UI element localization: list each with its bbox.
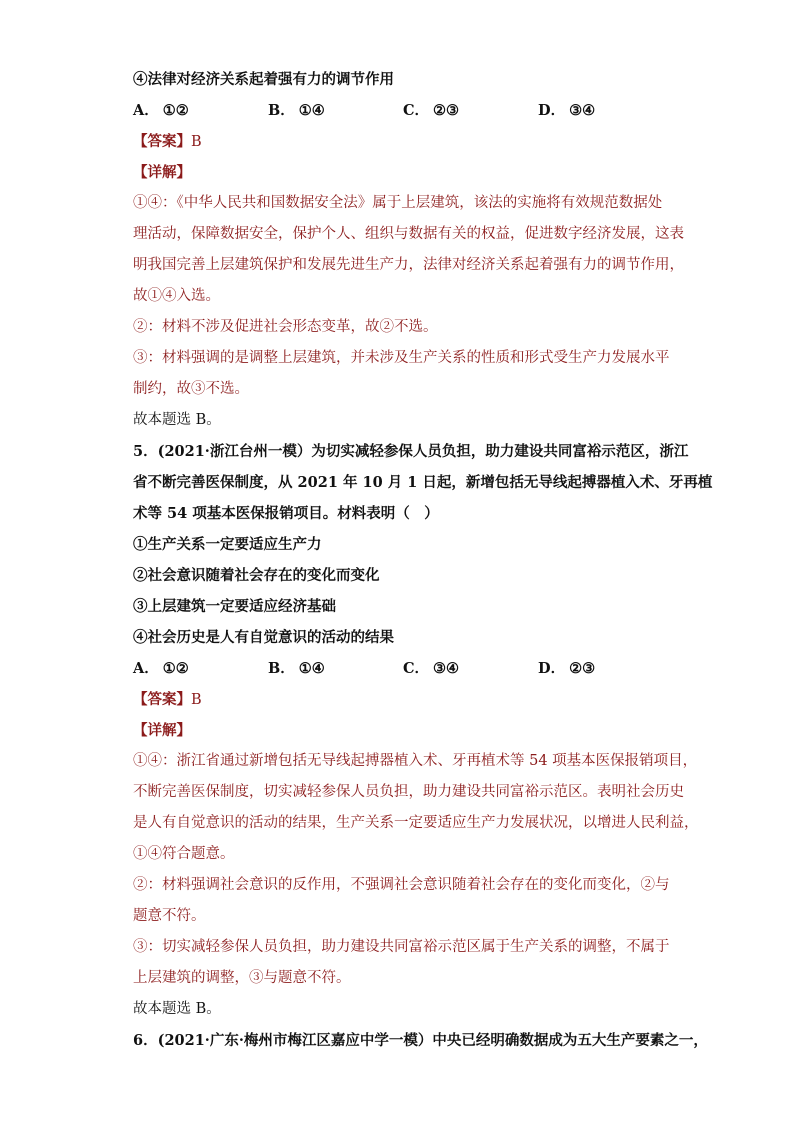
q5-option-b: B． ①④ — [268, 660, 325, 677]
q4-detail-line: 明我国完善上层建筑保护和发展先进生产力，法律对经济关系起着强有力的调节作用， — [133, 257, 684, 273]
q5-stem-line: 省不断完善医保制度，从 2021 年 10 月 1 日起，新增包括无导线起搏器植入术、牙再植 — [133, 474, 713, 491]
q5-answer: 【答案】B — [133, 691, 202, 708]
q4-item-4: ④法律对经济关系起着强有力的调节作用 — [133, 71, 394, 88]
q5-detail-line: 不断完善医保制度，切实减轻参保人员负担，助力建设共同富裕示范区。表明社会历史 — [133, 784, 684, 800]
q4-options — [133, 95, 673, 126]
q5-item-3: ③上层建筑一定要适应经济基础 — [133, 598, 336, 615]
q5-detail-line: ③：切实减轻参保人员负担，助力建设共同富裕示范区属于生产关系的调整，不属于 — [133, 939, 670, 955]
q5-option-d: D． ②③ — [538, 660, 596, 677]
q4-conclusion: 故本题选 B。 — [133, 412, 221, 428]
q4-detail-heading: 【详解】 — [133, 164, 191, 181]
q4-detail-line: ③：材料强调的是调整上层建筑，并未涉及生产关系的性质和形式受生产力发展水平 — [133, 350, 670, 366]
document-content — [133, 64, 713, 1056]
q5-options — [133, 653, 673, 684]
q5-detail-line: 上层建筑的调整，③与题意不符。 — [133, 970, 351, 986]
q4-option-d: D． ③④ — [538, 102, 596, 119]
q6-stem-line: 6．(2021·广东·梅州市梅江区嘉应中学一模）中央已经明确数据成为五大生产要素之一， — [133, 1032, 708, 1049]
q4-answer: 【答案】B — [133, 133, 202, 150]
q5-option-c: C． ③④ — [403, 660, 460, 677]
q5-stem-line: 术等 54 项基本医保报销项目。材料表明（ ） — [133, 505, 439, 522]
q5-detail-line: ①④：浙江省通过新增包括无导线起搏器植入术、牙再植术等 54 项基本医保报销项目， — [133, 753, 698, 769]
q5-detail-heading: 【详解】 — [133, 722, 191, 739]
q4-detail-line: ②：材料不涉及促进社会形态变革，故②不选。 — [133, 319, 438, 335]
q5-conclusion: 故本题选 B。 — [133, 1001, 221, 1017]
q5-detail-line: ①④符合题意。 — [133, 846, 235, 862]
q5-item-4: ④社会历史是人有自觉意识的活动的结果 — [133, 629, 394, 646]
q5-stem-line: 5．(2021·浙江台州一模）为切实减轻参保人员负担，助力建设共同富裕示范区，浙江 — [133, 443, 689, 460]
q5-detail-line: ②：材料强调社会意识的反作用，不强调社会意识随着社会存在的变化而变化，②与 — [133, 877, 670, 893]
q4-option-b: B． ①④ — [268, 102, 325, 119]
q4-detail-line: 制约，故③不选。 — [133, 381, 249, 397]
q5-detail-line: 题意不符。 — [133, 908, 206, 924]
q4-detail-line: ①④：《中华人民共和国数据安全法》属于上层建筑，该法的实施将有效规范数据处 — [133, 195, 663, 211]
q4-detail-line: 理活动，保障数据安全，保护个人、组织与数据有关的权益，促进数字经济发展，这表 — [133, 226, 684, 242]
q5-detail-line: 是人有自觉意识的活动的结果，生产关系一定要适应生产力发展状况，以增进人民利益， — [133, 815, 699, 831]
q5-item-1: ①生产关系一定要适应生产力 — [133, 536, 322, 553]
q4-option-a: A． ①② — [133, 102, 189, 119]
q4-option-c: C． ②③ — [403, 102, 460, 119]
q5-option-a: A． ①② — [133, 660, 189, 677]
q4-detail-line: 故①④入选。 — [133, 288, 220, 304]
q5-item-2: ②社会意识随着社会存在的变化而变化 — [133, 567, 380, 584]
